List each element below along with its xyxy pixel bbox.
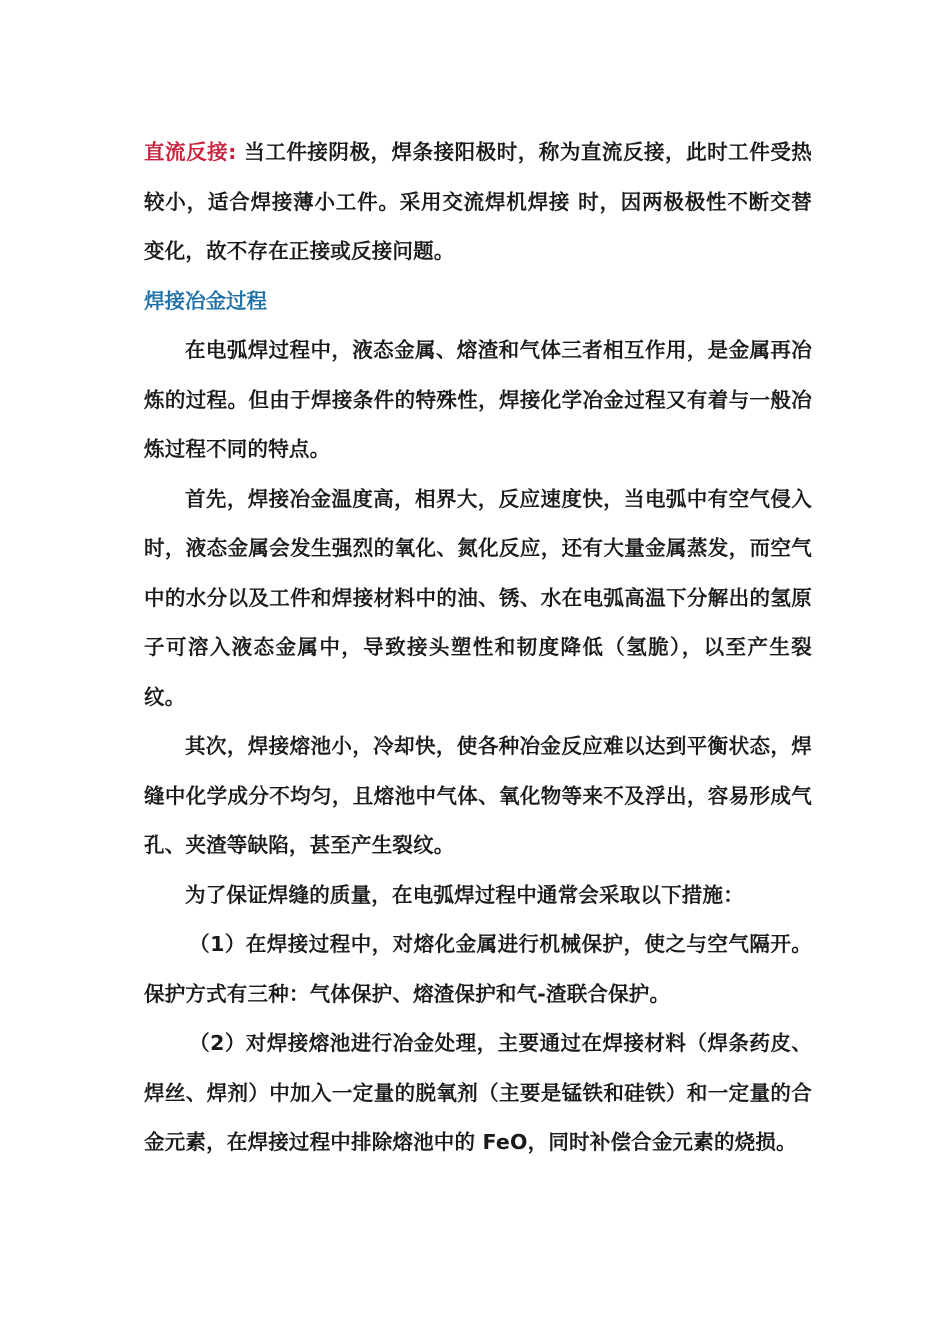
- intro-paragraph: [144, 128, 812, 277]
- term-dc-reverse: 直流反接:: [144, 140, 237, 164]
- body-paragraph-6: （2）对焊接熔池进行冶金处理，主要通过在焊接材料（焊条药皮、焊丝、焊剂）中加入一定量的脱氧剂（主要是锰铁和硅铁）和一定量的合金元素，在焊接过程中排除熔池中的 FeO，同时补偿合金元素的烧损。: [144, 1031, 812, 1154]
- body-paragraph-2: 首先，焊接冶金温度高，相界大，反应速度快，当电弧中有空气侵入时，液态金属会发生强烈的氧化、氮化反应，还有大量金属蒸发，而空气中的水分以及工件和焊接材料中的油、锈、水在电弧高温下分解出的氢原子可溶入液态金属中，导致接头塑性和韧度降低（氢脆），以至产生裂纹。: [144, 486, 812, 709]
- document-page: [144, 128, 812, 1168]
- body-paragraph-1: 在电弧焊过程中，液态金属、熔渣和气体三者相互作用，是金属再冶炼的过程。但由于焊接条件的特殊性，焊接化学冶金过程又有着与一般冶炼过程不同的特点。: [144, 338, 812, 461]
- body-paragraph-5: （1）在焊接过程中，对熔化金属进行机械保护，使之与空气隔开。保护方式有三种：气体保护、熔渣保护和气-渣联合保护。: [144, 932, 812, 1006]
- body-paragraph-4: 为了保证焊缝的质量，在电弧焊过程中通常会采取以下措施：: [185, 882, 744, 907]
- intro-text: 当工件接阴极，焊条接阳极时，称为直流反接，此时工件受热较小，适合焊接薄小工件。采用交流焊机焊接 时，因两极极性不断交替变化，故不存在正接或反接问题。: [144, 140, 812, 263]
- section-heading: 焊接冶金过程: [144, 288, 267, 313]
- body-paragraph-3: 其次，焊接熔池小，冷却快，使各种冶金反应难以达到平衡状态，焊缝中化学成分不均匀，且熔池中气体、氧化物等来不及浮出，容易形成气孔、夹渣等缺陷，甚至产生裂纹。: [144, 734, 812, 857]
